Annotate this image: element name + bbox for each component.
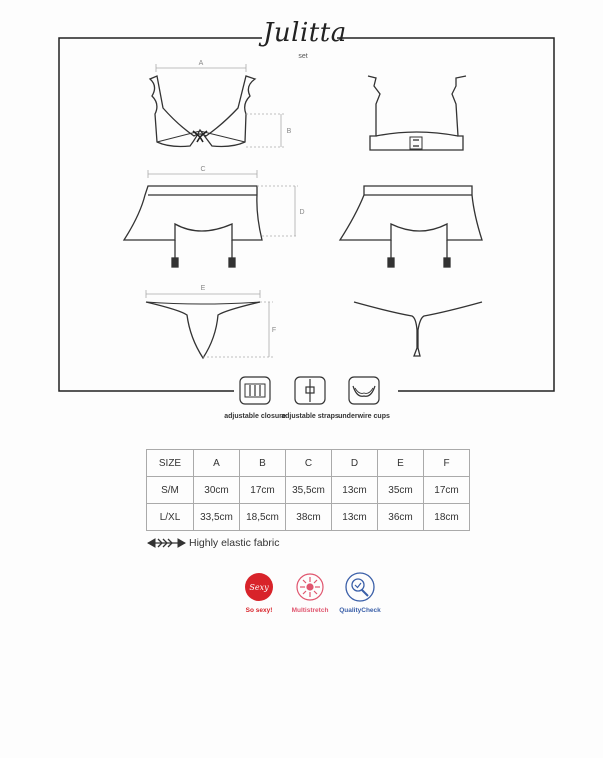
badge-label-quality: QualityCheck bbox=[339, 607, 381, 614]
bra-front-drawing bbox=[150, 76, 255, 147]
feature-label-straps: adjustable straps bbox=[281, 413, 339, 420]
bra-back-drawing bbox=[368, 76, 466, 150]
table-header-cell: C bbox=[286, 450, 332, 477]
closure-icon bbox=[240, 377, 270, 404]
table-cell: 17cm bbox=[240, 477, 286, 504]
size-table-header-row bbox=[147, 450, 470, 477]
thong-back-drawing bbox=[354, 302, 482, 356]
table-cell: 18,5cm bbox=[240, 504, 286, 531]
garter-belt-front-drawing bbox=[124, 186, 262, 267]
sexy-badge-icon bbox=[245, 573, 273, 601]
table-cell: 36cm bbox=[378, 504, 424, 531]
dim-label-c: C bbox=[200, 166, 206, 173]
size-table bbox=[146, 449, 470, 531]
stretch-arrow-icon bbox=[148, 539, 185, 547]
table-header-cell: SIZE bbox=[147, 450, 194, 477]
table-header-cell: F bbox=[424, 450, 470, 477]
multistretch-icon bbox=[297, 574, 323, 600]
thong-front-drawing bbox=[146, 302, 260, 358]
table-cell: 18cm bbox=[424, 504, 470, 531]
dim-label-a: A bbox=[198, 60, 204, 67]
brand-subtitle: set bbox=[298, 53, 308, 60]
table-header-cell: B bbox=[240, 450, 286, 477]
table-cell: 30cm bbox=[194, 477, 240, 504]
garter-belt-back-drawing bbox=[340, 186, 482, 267]
dim-label-f: F bbox=[271, 327, 277, 334]
dimension-c-d bbox=[148, 170, 298, 236]
dim-label-b: B bbox=[286, 128, 292, 135]
drawing-frame bbox=[59, 38, 554, 391]
brand-logo: Julitta bbox=[263, 18, 347, 48]
badge-label-sexy: So sexy! bbox=[245, 607, 273, 614]
table-cell: 13cm bbox=[332, 477, 378, 504]
table-row bbox=[147, 477, 470, 504]
feature-label-closure: adjustable closure bbox=[224, 413, 286, 420]
table-header-cell: A bbox=[194, 450, 240, 477]
table-cell: L/XL bbox=[147, 504, 194, 531]
table-cell: 13cm bbox=[332, 504, 378, 531]
table-header-cell: D bbox=[332, 450, 378, 477]
strap-icon bbox=[295, 377, 325, 404]
dim-label-e: E bbox=[200, 285, 206, 292]
table-row bbox=[147, 504, 470, 531]
table-cell: S/M bbox=[147, 477, 194, 504]
badge-label-multistretch: Multistretch bbox=[291, 607, 329, 614]
table-cell: 17cm bbox=[424, 477, 470, 504]
feature-label-underwire: underwire cups bbox=[338, 413, 390, 420]
quality-check-icon bbox=[346, 573, 374, 601]
table-cell: 35cm bbox=[378, 477, 424, 504]
elastic-fabric-note: Highly elastic fabric bbox=[189, 537, 280, 549]
dim-label-d: D bbox=[299, 209, 305, 216]
table-cell: 33,5cm bbox=[194, 504, 240, 531]
dimension-a bbox=[156, 64, 284, 147]
table-cell: 38cm bbox=[286, 504, 332, 531]
underwire-icon bbox=[349, 377, 379, 404]
table-header-cell: E bbox=[378, 450, 424, 477]
svg-text:Sexy: Sexy bbox=[249, 583, 269, 592]
table-cell: 35,5cm bbox=[286, 477, 332, 504]
